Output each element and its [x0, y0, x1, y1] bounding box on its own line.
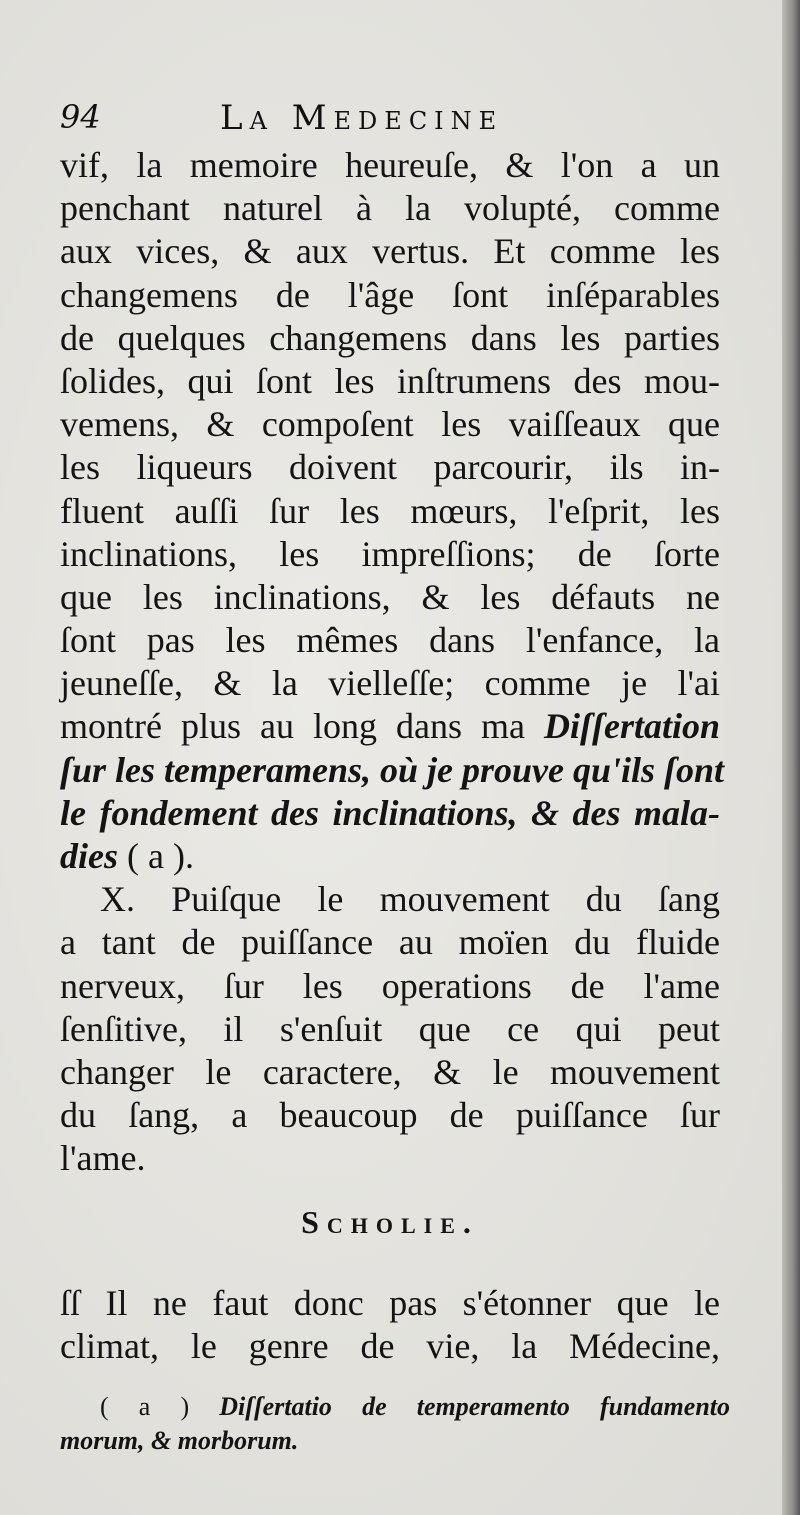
text-line: de quelques changemens dans les parties [60, 317, 720, 358]
text-line [60, 835, 720, 878]
footnote [60, 1390, 730, 1458]
footnote-italic: Diſſertatio de temperamento fundamento [219, 1392, 730, 1421]
italic-line: le fondement des inclinations, & des mala- [60, 792, 720, 833]
footnote-line [60, 1390, 730, 1424]
footnote-line: morum, & morborum. [60, 1426, 299, 1455]
text-line: aux vices, & aux vertus. Et comme les [60, 231, 720, 272]
italic-line: ſur les temperamens, où je prouve qu'ils ſont [60, 749, 725, 790]
scholie-line: ſſ Il ne faut donc pas s'étonner que le [60, 1283, 720, 1323]
paragraph-x-line: ſenſitive, il s'enſuit que ce qui peut [60, 1008, 720, 1049]
text-line: ſolides, qui ſont les inſtrumens des mou- [60, 360, 720, 401]
running-title: La Medecine [220, 98, 504, 138]
text-line: jeuneſſe, & la vielleſſe; comme je l'ai [60, 663, 720, 704]
text-line: ſont pas les mêmes dans l'enfance, la [60, 620, 720, 661]
text-line: que les inclinations, & les défauts ne [60, 576, 720, 617]
scholie-line: climat, le genre de vie, la Médecine, [60, 1326, 720, 1367]
text-line: inclinations, les impreſſions; de ſorte [60, 533, 720, 574]
main-text [60, 144, 725, 1181]
running-head [60, 98, 720, 148]
text-line [60, 705, 720, 748]
footnote-marker: ( a ) [100, 1392, 220, 1421]
dissertation-italic: Diſſertation [544, 706, 720, 747]
paragraph-x-line: l'ame. [60, 1138, 146, 1179]
text-line: vif, la memoire heureuſe, & l'on a un [60, 145, 720, 185]
footnote-reference: ( a ). [118, 836, 194, 876]
dies-italic: dies [60, 836, 118, 876]
paragraph-x-line: du ſang, a beaucoup de puiſſance ſur [60, 1095, 720, 1136]
text-line: changemens de l'âge ſont inſéparables [60, 274, 720, 315]
page-edge [782, 0, 800, 1515]
page-number: 94 [60, 98, 101, 136]
text-roman: montré plus au long dans ma [60, 706, 544, 747]
paragraph-x-line: nerveux, ſur les operations de l'ame [60, 965, 720, 1006]
paragraph-x-line: X. Puiſque le mouvement du ſang [100, 879, 720, 920]
text-line: vemens, & compoſent les vaiſſeaux que [60, 404, 720, 445]
text-line: les liqueurs doivent parcourir, ils in- [60, 447, 720, 488]
text-line: fluent auſſi ſur les mœurs, l'eſprit, les [60, 490, 720, 531]
text-line: penchant naturel à la volupté, comme [60, 188, 720, 229]
section-heading: Scholie. [301, 1204, 479, 1240]
paragraph-x-line: changer le caractere, & le mouvement [60, 1051, 720, 1092]
scholie-text [60, 1282, 720, 1368]
paragraph-x-line: a tant de puiſſance au moïen du fluide [60, 922, 720, 963]
